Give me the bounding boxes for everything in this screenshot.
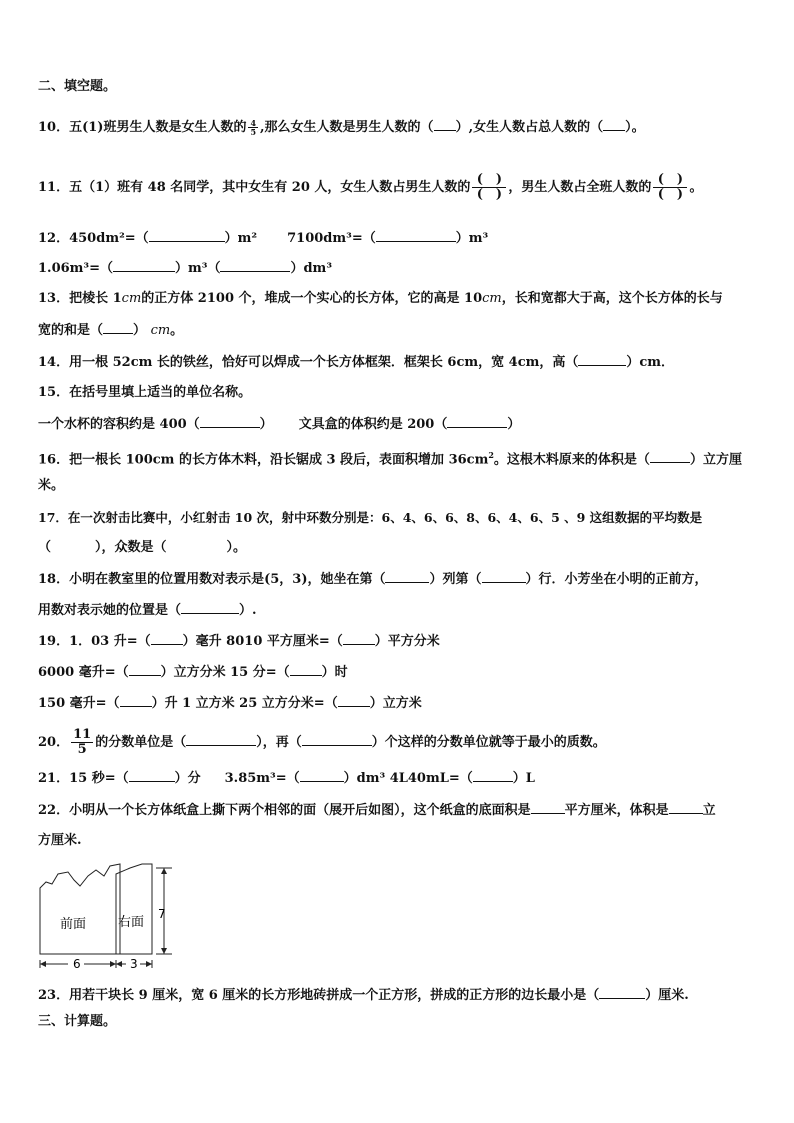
- q19-text-3c: ）立方米: [369, 696, 422, 711]
- q12-text-1a: 12．450dm²=（: [38, 231, 149, 246]
- question-21: [38, 769, 758, 788]
- section-calculation-heading: 三、计算题。: [38, 1014, 117, 1029]
- q10-text-b: ,那么女生人数是男生人数的（: [260, 120, 434, 135]
- q15-text-2b: ）: [259, 417, 273, 432]
- q10-frac-num: 4: [250, 118, 257, 128]
- q19-blank-3[interactable]: [129, 663, 161, 676]
- q12-text-1c: 7100dm³=（: [287, 231, 376, 246]
- q19-blank-4[interactable]: [290, 663, 322, 676]
- q12-text-2c: ）dm³: [290, 261, 333, 276]
- q12-blank-4[interactable]: [220, 259, 290, 272]
- right-face-label: 右面: [118, 915, 145, 930]
- q19-text-1c: ）平方分米: [374, 634, 440, 649]
- q19-text-2a: 6000 毫升=（: [38, 665, 129, 680]
- q15-text-2a: 一个水杯的容积约是 400（: [38, 417, 200, 432]
- q16-text-1c: ）立方厘: [689, 452, 742, 468]
- question-17-line-1: 17．在一次射击比赛中，小红射击 10 次，射中环数分别是：6、4、6、6、8、6、4、6、5 、9 这组数据的平均数是: [38, 510, 703, 525]
- question-17-line-2: [38, 539, 758, 557]
- question-14: [38, 353, 758, 372]
- q10-frac-den: 5: [250, 127, 257, 137]
- q18-text-2a: 用数对表示她的位置是（: [38, 603, 182, 618]
- q21-text-d: ）dm³ 4L40mL=（: [343, 771, 473, 786]
- q12-blank-2[interactable]: [376, 229, 456, 242]
- q21-blank-1[interactable]: [129, 769, 175, 782]
- q11-text-a: 11．五（1）班有 48 名同学，其中女生有 20 人，女生人数占男生人数的: [38, 180, 471, 195]
- q17-text-2c: ）。: [226, 540, 247, 555]
- q11-frac2-top: ( ): [653, 173, 687, 188]
- question-19-line-3: [38, 694, 758, 713]
- q19-blank-5[interactable]: [120, 694, 152, 707]
- question-16-line-2: 米。: [38, 478, 65, 493]
- q21-text-a: 21．15 秒=（: [38, 771, 129, 786]
- q21-text-b: ）分: [174, 771, 201, 786]
- question-13-line-2: [38, 321, 758, 340]
- q14-blank[interactable]: [578, 353, 626, 366]
- q20-text-a: 的分数单位是（: [95, 735, 187, 750]
- q16-text-1b: 。这根木料原来的体积是（: [493, 452, 650, 468]
- front-face-shape: [40, 864, 120, 954]
- q13-text-1a: 13．把棱长 1: [38, 291, 122, 306]
- front-face-label: 前面: [60, 917, 87, 932]
- q15-blank-1[interactable]: [200, 415, 260, 428]
- q19-blank-1[interactable]: [151, 632, 183, 645]
- q18-blank-1[interactable]: [385, 570, 429, 583]
- q13-unit-cm-1: cm: [121, 291, 142, 306]
- q18-text-2b: ）.: [239, 603, 257, 618]
- q13-blank[interactable]: [103, 321, 133, 334]
- width-6-label: 6: [73, 957, 81, 971]
- question-15-title: 15．在括号里填上适当的单位名称。: [38, 385, 252, 400]
- q11-frac1-bottom: ( ): [476, 187, 503, 202]
- question-13-line-1: [38, 290, 758, 308]
- q23-text-a: 23．用若干块长 9 厘米，宽 6 厘米的长方形地砖拼成一个正方形，拼成的正方形的边长最小是（: [38, 988, 600, 1003]
- q13-text-1b: 的正方体 2100 个，堆成一个实心的长方体，它的高是 10: [141, 291, 483, 306]
- question-10: [38, 118, 758, 137]
- question-19-line-2: [38, 663, 758, 682]
- q13-text-2b: ）: [133, 323, 147, 338]
- height-label: 7: [158, 907, 166, 921]
- q18-blank-2[interactable]: [482, 570, 526, 583]
- q17-text-2b: ），众数是（: [95, 540, 167, 555]
- box-faces-figure: [38, 860, 178, 972]
- q14-text-b: ）cm．: [626, 355, 675, 370]
- q11-text-b: ，男生人数占全班人数的: [508, 180, 652, 195]
- q17-text-2a: （: [38, 540, 52, 555]
- q19-blank-6[interactable]: [338, 694, 370, 707]
- q20-blank-2[interactable]: [302, 733, 372, 746]
- question-19-line-1: [38, 632, 758, 651]
- q22-text-1a: 22．小明从一个长方体纸盒上撕下两个相邻的面（展开后如图），这个纸盒的底面积是: [38, 803, 531, 818]
- q19-text-1b: ）毫升 8010 平方厘米=（: [182, 634, 343, 649]
- q19-text-3b: ）升 1 立方米 25 立方分米=（: [151, 696, 338, 711]
- q12-text-2b: ）m³（: [175, 261, 221, 276]
- question-22-line-2: 方厘米.: [38, 833, 82, 848]
- q13-text-2c: 。: [170, 323, 184, 338]
- q10-text-a: 10．五(1)班男生人数是女生人数的: [38, 120, 247, 135]
- q10-fraction: [248, 119, 258, 136]
- q19-text-3a: 150 毫升=（: [38, 696, 120, 711]
- width-3-label: 3: [130, 957, 138, 971]
- q20-number: 20．: [38, 735, 70, 750]
- question-18-line-2: [38, 601, 758, 620]
- right-face-shape: [116, 864, 152, 954]
- q13-unit-cm-3: cm: [150, 323, 171, 338]
- q19-blank-2[interactable]: [343, 632, 375, 645]
- q10-text-c: ）,女生人数占总人数的（: [455, 120, 604, 135]
- q18-text-1a: 18．小明在教室里的位置用数对表示是(5，3)，她坐在第（: [38, 572, 386, 587]
- question-12-line-2: [38, 259, 758, 278]
- q20-blank-1[interactable]: [186, 733, 256, 746]
- q11-frac2-bottom: ( ): [657, 187, 684, 202]
- q21-text-c: 3.85m³=（: [224, 771, 300, 786]
- q11-fraction-blank-2[interactable]: [653, 173, 687, 202]
- q12-text-1d: ）m³: [455, 231, 489, 246]
- q15-blank-2[interactable]: [447, 415, 507, 428]
- q19-text-1a: 19．1．03 升=（: [38, 634, 151, 649]
- q10-blank-1[interactable]: [434, 118, 456, 131]
- q12-text-2a: 1.06m³=（: [38, 261, 114, 276]
- q19-text-2b: ）立方分米 15 分=（: [160, 665, 290, 680]
- q10-blank-2[interactable]: [603, 118, 625, 131]
- q20-text-b: ），再（: [256, 735, 302, 750]
- q18-text-1c: ）行．小芳坐在小明的正前方，: [525, 572, 708, 587]
- q23-text-b: ）厘米.: [645, 988, 689, 1003]
- q20-frac-num: 11: [73, 727, 92, 742]
- q11-frac1-top: ( ): [472, 173, 506, 188]
- q18-text-1b: ）列第（: [429, 572, 482, 587]
- question-23: [38, 986, 758, 1005]
- q16-superscript: 2: [488, 450, 494, 460]
- q22-text-1b: 平方厘米，体积是: [564, 803, 669, 818]
- q12-blank-1[interactable]: [149, 229, 225, 242]
- question-18-line-1: [38, 570, 758, 589]
- q22-text-1c: 立: [702, 803, 716, 818]
- q21-text-e: ）L: [512, 771, 535, 786]
- question-20: [38, 726, 758, 762]
- q13-unit-cm-2: cm: [482, 291, 502, 306]
- section-fill-blank-heading: 二、填空题。: [38, 79, 117, 94]
- q21-blank-2[interactable]: [300, 769, 344, 782]
- q12-blank-3[interactable]: [113, 259, 175, 272]
- q13-text-1c: ，长和宽都大于高，这个长方体的长与: [501, 291, 723, 306]
- q23-blank[interactable]: [599, 986, 645, 999]
- q16-blank[interactable]: [650, 450, 690, 463]
- q10-text-d: ）。: [625, 120, 645, 135]
- q15-text-2d: ）: [507, 417, 521, 432]
- q20-text-c: ）个这样的分数单位就等于最小的质数。: [371, 735, 606, 750]
- question-16-line-1: [38, 446, 758, 469]
- q22-blank-2[interactable]: [669, 801, 703, 814]
- question-15-items: [38, 415, 758, 434]
- q19-text-2c: ）时: [321, 665, 348, 680]
- q14-text-a: 14．用一根 52cm 长的铁丝，恰好可以焊成一个长方体框架．框架长 6cm，宽 4cm，高（: [38, 355, 579, 370]
- q15-text-2c: 文具盒的体积约是 200（: [298, 417, 448, 432]
- q13-text-2a: 宽的和是（: [38, 323, 104, 338]
- q22-blank-1[interactable]: [531, 801, 565, 814]
- question-12-line-1: [38, 229, 758, 248]
- q20-fraction: [71, 728, 93, 757]
- q21-blank-3[interactable]: [473, 769, 513, 782]
- q11-text-c: 。: [689, 180, 703, 195]
- question-11: [38, 170, 758, 210]
- q20-frac-den: 5: [77, 742, 87, 757]
- q11-fraction-blank-1[interactable]: [472, 173, 506, 202]
- question-22-line-1: [38, 801, 758, 820]
- q16-text-1a: 16．把一根长 100cm 的长方体木料，沿长锯成 3 段后，表面积增加 36cm: [38, 452, 489, 468]
- q18-blank-3[interactable]: [181, 601, 239, 614]
- q12-text-1b: ）m²: [224, 231, 258, 246]
